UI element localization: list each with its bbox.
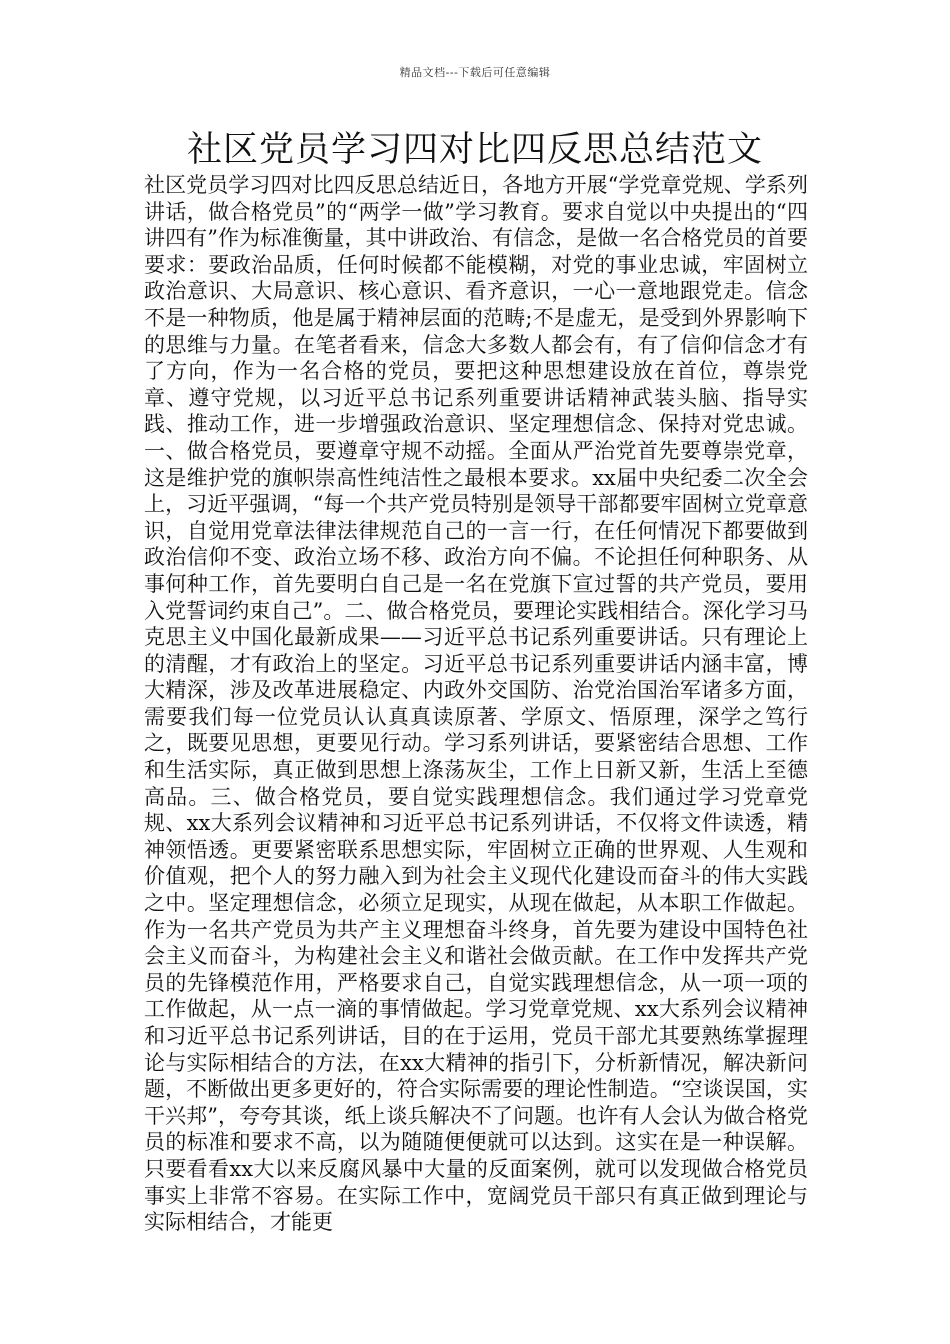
header-note: 精品文档---下载后可任意编辑	[399, 66, 551, 79]
document-title: 社区党员学习四对比四反思总结范文	[186, 130, 763, 170]
document-body: 社区党员学习四对比四反思总结近日，各地方开展“学党章党规、学系列讲话，做合格党员”的“两学一做”学习教育。要求自觉以中央提出的“四讲四有”作为标准衡量，其中讲政治、有信念，是做一名合格党员的首要要求：要政治品质，任何时候都不能模糊，对党的事业忠诚，牢固树立政治意识、大局意识、核心意识、看齐意识，一心一意地跟党走。信念不是一种物质，他是属于精神层面的范畴;不是虚无，是受到外界影响下的思维与力量。在笔者看来，信念大多数人都会有，有了信仰信念才有了方向，作为一名合格的党员，要把这种思想建设放在首位，尊崇党章、遵守党规，以习近平总书记系列重要讲话精神武装头脑、指导实践、推动工作，进一步增强政治意识、坚定理想信念、保持对党忠诚。一、做合格党员，要遵章守规不动摇。全面从严治党首先要尊崇党章，这是维护党的旗帜崇高性纯洁性之最根本要求。xx届中央纪委二次全会上，习近平强调，“每一个共产党员特别是领导干部都要牢固树立党章意识，自觉用党章法律法律规范自己的一言一行，在任何情况下都要做到政治信仰不变、政治立场不移、政治方向不偏。不论担任何种职务、从事何种工作，首先要明白自己是一名在党旗下宣过誓的共产党员，要用入党誓词约束自己”。二、做合格党员，要理论实践相结合。深化学习马克思主义中国化最新成果——习近平总书记系列重要讲话。只有理论上的清醒，才有政治上的坚定。习近平总书记系列重要讲话内涵丰富，博大精深，涉及改革进展稳定、内政外交国防、治党治国治军诸多方面，需要我们每一位党员认认真真读原著、学原文、悟原理，深学之笃行之，既要见思想，更要见行动。学习系列讲话，要紧密结合思想、工作和生活实际，真正做到思想上涤荡灰尘，工作上日新又新，生活上至德高品。三、做合格党员，要自觉实践理想信念。我们通过学习党章党规、xx大系列会议精神和习近平总书记系列讲话，不仅将文件读透，精神领悟透。更要紧密联系思想实际，牢固树立正确的世界观、人生观和价值观，把个人的努力融入到为社会主义现代化建设而奋斗的伟大实践之中。坚定理想信念，必须立足现实，从现在做起，从本职工作做起。作为一名共产党员为共产主义理想奋斗终身，首先要为建设中国特色社会主义而奋斗，为构建社会主义和谐社会做贡献。在工作中发挥共产党员的先锋模范作用，严格要求自己，自觉实践理想信念，从一项一项的工作做起，从一点一滴的事情做起。学习党章党规、xx大系列会议精神和习近平总书记系列讲话，目的在于运用，党员干部尤其要熟练掌握理论与实际相结合的方法，在xx大精神的指引下，分析新情况，解决新问题，不断做出更多更好的，符合实际需要的理论性制造。“空谈误国，实干兴邦”，夸夸其谈，纸上谈兵解决不了问题。也许有人会认为做合格党员的标准和要求不高，以为随随便便就可以达到。这实在是一种误解。只要看看xx大以来反腐风暴中大量的反面案例，就可以发现做合格党员事实上非常不容易。在实际工作中，宽阔党员干部只有真正做到理论与实际相结合，才能更	[144, 173, 808, 1235]
